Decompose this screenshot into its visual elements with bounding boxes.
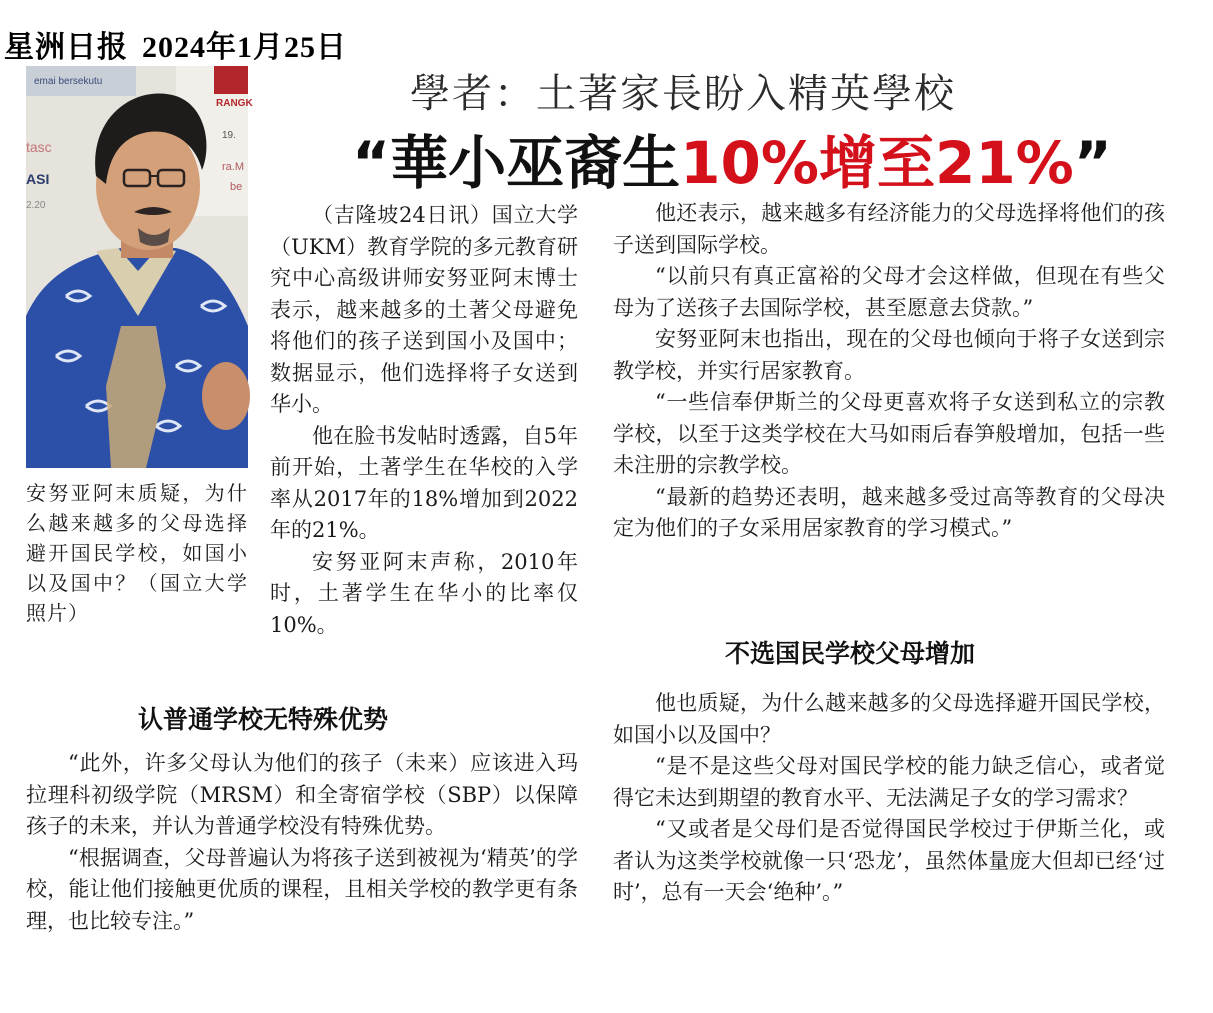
masthead [4,22,347,66]
headline-black-text: 華小巫裔生 [390,129,681,197]
backdrop-text: emai bersekutu [34,76,103,87]
paragraph: “最新的趋势还表明，越来越多受过高等教育的父母决定为他们的子女采用居家教育的学习模式。” [613,484,1165,540]
backdrop-text: ASI [26,171,50,187]
kicker-headline: 學者：土著家長盼入精英學校 [410,71,956,117]
paragraph: 安努亚阿末声称，2010年时，土著学生在华小的比率仅10%。 [270,549,578,637]
backdrop-text: 2.20 [26,200,46,211]
headline-close-quote: ” [1073,129,1112,197]
main-headline [352,116,1112,200]
paragraph: “一些信奉伊斯兰的父母更喜欢将子女送到私立的宗教学校，以至于这类学校在大马如雨后春笋般增加，包括一些未注册的宗教学校。 [613,390,1165,477]
headline-open-quote: “ [352,129,391,197]
portrait-photo [26,66,253,468]
photo-caption: 安努亚阿末质疑，为什么越来越多的父母选择避开国民学校，如国小以及国中？（国立大学照片） [26,481,248,625]
backdrop-text: RANGK [216,98,253,109]
subheading-left: 认普通学校无特殊优势 [138,705,389,734]
subheading-right: 不选国民学校父母增加 [725,639,976,668]
paragraph: “根据调查，父母普遍认为将孩子送到被视为‘精英’的学校，能让他们接触更优质的课程，且相关学校的教学更有条理，也比较专注。” [26,845,578,933]
portrait-illustration [26,66,253,468]
paragraph: 安努亚阿末也指出，现在的父母也倾向于将子女送到宗教学校，并实行居家教育。 [613,327,1165,383]
paragraph: “以前只有真正富裕的父母才会这样做，但现在有些父母为了送孩子去国际学校，甚至愿意去贷款。” [613,264,1165,320]
paragraph: 他也质疑，为什么越来越多的父母选择避开国民学校，如国小以及国中？ [613,691,1165,747]
article-column-right [613,198,1165,545]
backdrop-text: 19. [222,130,236,141]
paragraph: “又或者是父母们是否觉得国民学校过于伊斯兰化，或者认为这类学校就像一只‘恐龙’，虽然体量庞大但却已经‘过时’，总有一天会‘绝种’。” [613,817,1165,904]
paragraph: “此外，许多父母认为他们的孩子（未来）应该进入玛拉理科初级学院（MRSM）和全寄宿学校（SBP）以保障孩子的未来，并认为普通学校没有特殊优势。 [26,751,578,838]
backdrop-text: be [230,181,243,193]
article-column-right-lower [613,688,1165,909]
paragraph: 他还表示，越来越多有经济能力的父母选择将他们的孩子送到国际学校。 [613,201,1165,257]
paragraph: （吉隆坡24日讯）国立大学（UKM）教育学院的多元教育研究中心高级讲师安努亚阿末博士表示，越来越多的土著父母避免将他们的孩子送到国小及国中；数据显示，他们选择将子女送到华小。 [270,203,578,416]
paragraph: “是不是这些父母对国民学校的能力缺乏信心，或者觉得它未达到期望的教育水平、无法满足子女的学习需求？ [613,754,1165,810]
article-column-bottom-left [26,748,578,937]
publication-date: 2024年1月25日 [142,31,347,64]
paragraph: 他在脸书发帖时透露，自5年前开始，土著学生在华校的入学率从2017年的18%增加到2022年的21%。 [270,423,578,542]
backdrop-text: ra.M [222,161,244,173]
article-column-middle [270,200,578,641]
newspaper-name: 星洲日报 [4,30,128,65]
backdrop-text: tasc [26,139,52,155]
headline-red-text: 10%增至21% [680,129,1074,197]
